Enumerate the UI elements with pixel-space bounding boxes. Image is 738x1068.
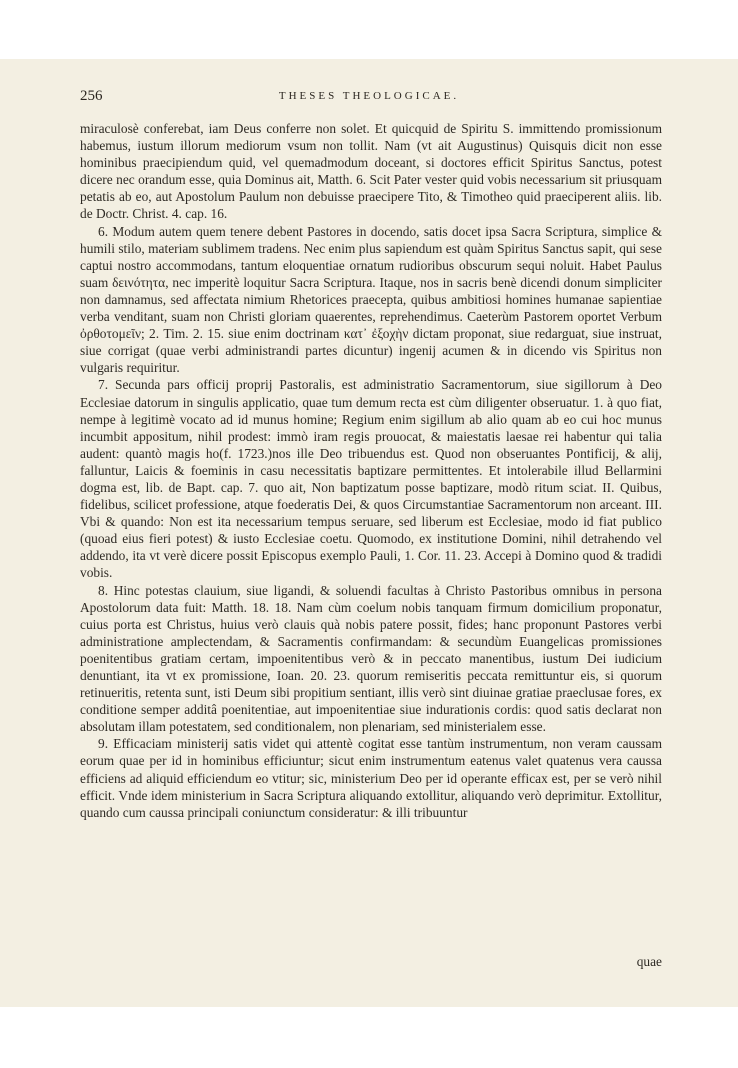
- page-number: 256: [80, 88, 103, 104]
- paragraph-6: 6. Modum autem quem tenere debent Pastores in docendo, satis docet ipsa Sacra Scriptura, simplice & humili stilo, materiam sublimem tradens. Nec enim plus sapiendum est quàm Spiritus Sanctus sapit, qui sese captui nostro accommodans, tantum eloquentiae ornatum rudioribus obscurum sequi noluit. Habet Paulus suam δεινότητα, nec imperitè loquitur Sacra Scriptura. Itaque, nos in sacris benè dicendi donum simpliciter non damnamus, sed affectata nimium Rhetorices praecepta, quibus ambitiosi homines humanae sapientiae verba venditant, suam non Christi gloriam quaerentes, reprehendimus. Caeterùm Pastorem oportet Verbum ὀρθοτομεῖν; 2. Tim. 2. 15. siue enim doctrinam κατ᾽ ἐξοχὴν dictam proponat, siue redarguat, siue instruat, siue corrigat (quae verbi administrandi partes dicuntur) ingenij acumen & in dicendo vis Spiritus non vulgaris requiritur.: [80, 223, 662, 376]
- text-body: [80, 120, 662, 821]
- paragraph-9: 9. Efficaciam ministerij satis videt qui attentè cogitat esse tantùm instrumentum, non veram caussam eorum quae per id in hominibus efficiuntur; sicut enim instrumentum eatenus valet quatenus vera caussa efficiens ad aliquid efficiendum eo vtitur; sic, ministerium Deo per id operante efficax est, per se verò nihil efficit. Vnde idem ministerium in Sacra Scriptura aliquando extollitur, aliquando verò deprimitur. Extollitur, quando cum caussa principali coniunctum consideratur: & illi tribuuntur: [80, 736, 662, 820]
- paragraph-8: 8. Hinc potestas clauium, siue ligandi, & soluendi facultas à Christo Pastoribus omnibus in persona Apostolorum data fuit: Matth. 18. 18. Nam cùm coelum nobis tanquam firmum domicilium proponatur, cuius porta est Christus, huius verò clauis quà nobis patere possit, fides; hanc proponunt Pastores verbi administratione amplectendam, & Sacramentis confirmandam: & secundùm Euangelicas promissiones poenitentibus gratiam certam, impoenitentibus verò & in peccato manentibus, iustum Dei iudicium denuntiant, ita vt ex promissione, Ioan. 20. 23. quorum remiseritis peccata remittuntur eis, si quorum retinueritis, retenta sunt, isti Deum sibi propitium sentiant, illis verò sint diuinae gratiae praeclusae fores, ex conditione semper additâ poenitentiae, aut impoenitentiae siue indurationis cordis: quod satis declarat non absolutam illam potestatem, sed conditionalem, non plenariam, sed ministerialem esse.: [80, 582, 662, 735]
- catchword: quae: [636, 954, 662, 969]
- paragraph-continuation: miraculosè conferebat, iam Deus conferre non solet. Et quicquid de Spiritu S. immittendo promissionum habemus, iustum illorum mediorum vsum non tollit. Nam (vt ait Augustinus) Quisquis dicit non esse hominibus praecipiendum quid, vel quemadmodum doceant, si doctores efficit Spiritus Sanctus, potest dicere nec orandum esse, quia Dominus ait, Matth. 6. Scit Pater vester quid vobis necessarium sit priusquam petatis ab eo, aut Apostolum Paulum non debuisse praecipere Tito, & Timotheo quid praeciperent aliis. lib. de Doctr. Christ. 4. cap. 16.: [80, 121, 662, 222]
- page-header: [0, 88, 738, 108]
- running-title: THESES THEOLOGICAE.: [278, 90, 460, 102]
- paragraph-7: 7. Secunda pars officij proprij Pastoralis, est administratio Sacramentorum, siue sigillorum à Deo Ecclesiae datorum in singulis applicatio, quae tum demum recta est cùm diligenter obseruatur. 1. à quo fiat, nempe à legitimè vocato ad id munus homine; Regium enim sigillum ab alio quam ab eo cui hoc munus incumbit appositum, nihil prodest: immò iram regis prouocat, & maiestatis laesae rei habentur qui talia audent: quantò magis ho(f. 1723.)nos ille Deo tribuendus est. Quod non obseruantes Pontificij, & alij, falluntur, Laicis & foeminis in casu necessitatis baptizare permittentes. Et intolerabile illud Bellarmini dogma est, lib. de Bapt. cap. 7. quo ait, Non baptizatum posse baptizare, modò ritum sciat. II. Quibus, fidelibus, scilicet professione, atque foederatis Dei, & quos Circumstantiae Sacramentorum non arceant. III. Vbi & quando: Non est ita necessarium tempus seruare, sed liberum est Ecclesiae, modo id fiat publico (quoad eius fieri potest) & iusto Ecclesiae coetu. Quomodo, ex institutione Domini, nihil detrahendo vel addendo, ita vt verè dicere possit Episcopus exemplo Pauli, 1. Cor. 11. 23. Accepi à Domino quod & tradidi vobis.: [80, 377, 662, 581]
